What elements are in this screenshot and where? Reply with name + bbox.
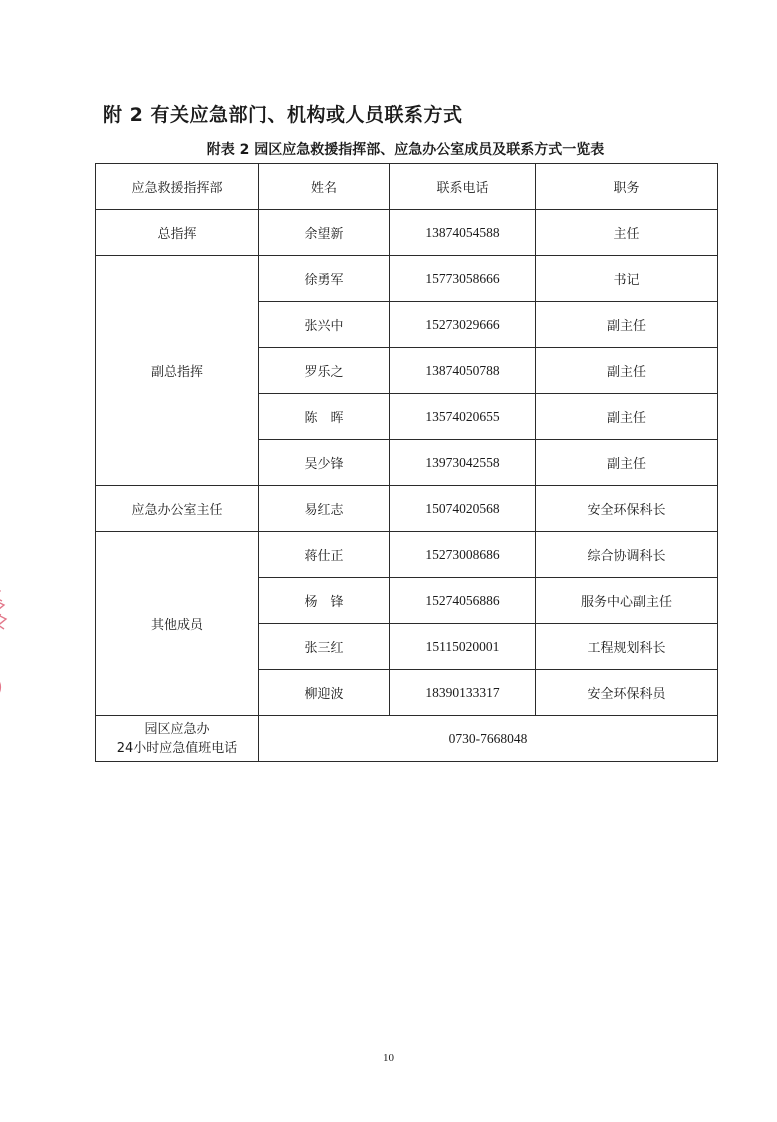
contacts-table: [95, 163, 718, 762]
phone-cell: 13874054588: [390, 210, 536, 256]
hotline-row: [96, 716, 718, 762]
header-cell-phone: 联系电话: [390, 164, 536, 210]
header-cell-title: 职务: [536, 164, 718, 210]
role-cell: 总指挥: [96, 210, 259, 256]
table-row: [96, 210, 718, 256]
name-cell: 张三红: [259, 624, 390, 670]
title-cell: 副主任: [536, 394, 718, 440]
title-cell: 安全环保科员: [536, 670, 718, 716]
phone-cell: 15773058666: [390, 256, 536, 302]
table-row: [96, 532, 718, 578]
title-cell: 服务中心副主任: [536, 578, 718, 624]
name-cell: 徐勇军: [259, 256, 390, 302]
hotline-label-line2: 24小时应急值班电话: [116, 740, 238, 756]
header-cell-name: 姓名: [259, 164, 390, 210]
name-cell: 张兴中: [259, 302, 390, 348]
name-cell: 柳迎波: [259, 670, 390, 716]
title-cell: 工程规划科长: [536, 624, 718, 670]
name-cell: 蒋仕正: [259, 532, 390, 578]
phone-cell: 13973042558: [390, 440, 536, 486]
name-cell: 吴少锋: [259, 440, 390, 486]
page-number: 10: [383, 1052, 394, 1064]
phone-cell: 18390133317: [390, 670, 536, 716]
header-cell-department: 应急救援指挥部: [96, 164, 259, 210]
hotline-label-line1: 园区应急办: [144, 721, 210, 737]
title-cell: 主任: [536, 210, 718, 256]
hotline-phone-cell: 0730-7668048: [259, 716, 718, 762]
phone-cell: 15274056886: [390, 578, 536, 624]
title-cell: 书记: [536, 256, 718, 302]
table-row: [96, 486, 718, 532]
name-cell: 杨 锋: [259, 578, 390, 624]
title-cell: 安全环保科长: [536, 486, 718, 532]
phone-cell: 15273029666: [390, 302, 536, 348]
phone-cell: 15273008686: [390, 532, 536, 578]
role-cell: 应急办公室主任: [96, 486, 259, 532]
page-heading: 附 2 有关应急部门、机构或人员联系方式: [103, 104, 463, 126]
phone-cell: 13574020655: [390, 394, 536, 440]
name-cell: 罗乐之: [259, 348, 390, 394]
table-header-row: [96, 164, 718, 210]
hotline-label-cell: [96, 716, 259, 762]
name-cell: 易红志: [259, 486, 390, 532]
phone-cell: 13874050788: [390, 348, 536, 394]
title-cell: 副主任: [536, 302, 718, 348]
role-cell: 副总指挥: [96, 256, 259, 486]
title-cell: 副主任: [536, 440, 718, 486]
name-cell: 余望新: [259, 210, 390, 256]
table-caption: 附表 2 园区应急救援指挥部、应急办公室成员及联系方式一览表: [206, 142, 605, 158]
red-seal-stamp-fragment: [0, 575, 24, 735]
name-cell: 陈 晖: [259, 394, 390, 440]
role-cell: 其他成员: [96, 532, 259, 716]
phone-cell: 15115020001: [390, 624, 536, 670]
title-cell: 综合协调科长: [536, 532, 718, 578]
phone-cell: 15074020568: [390, 486, 536, 532]
table-row: [96, 256, 718, 302]
title-cell: 副主任: [536, 348, 718, 394]
